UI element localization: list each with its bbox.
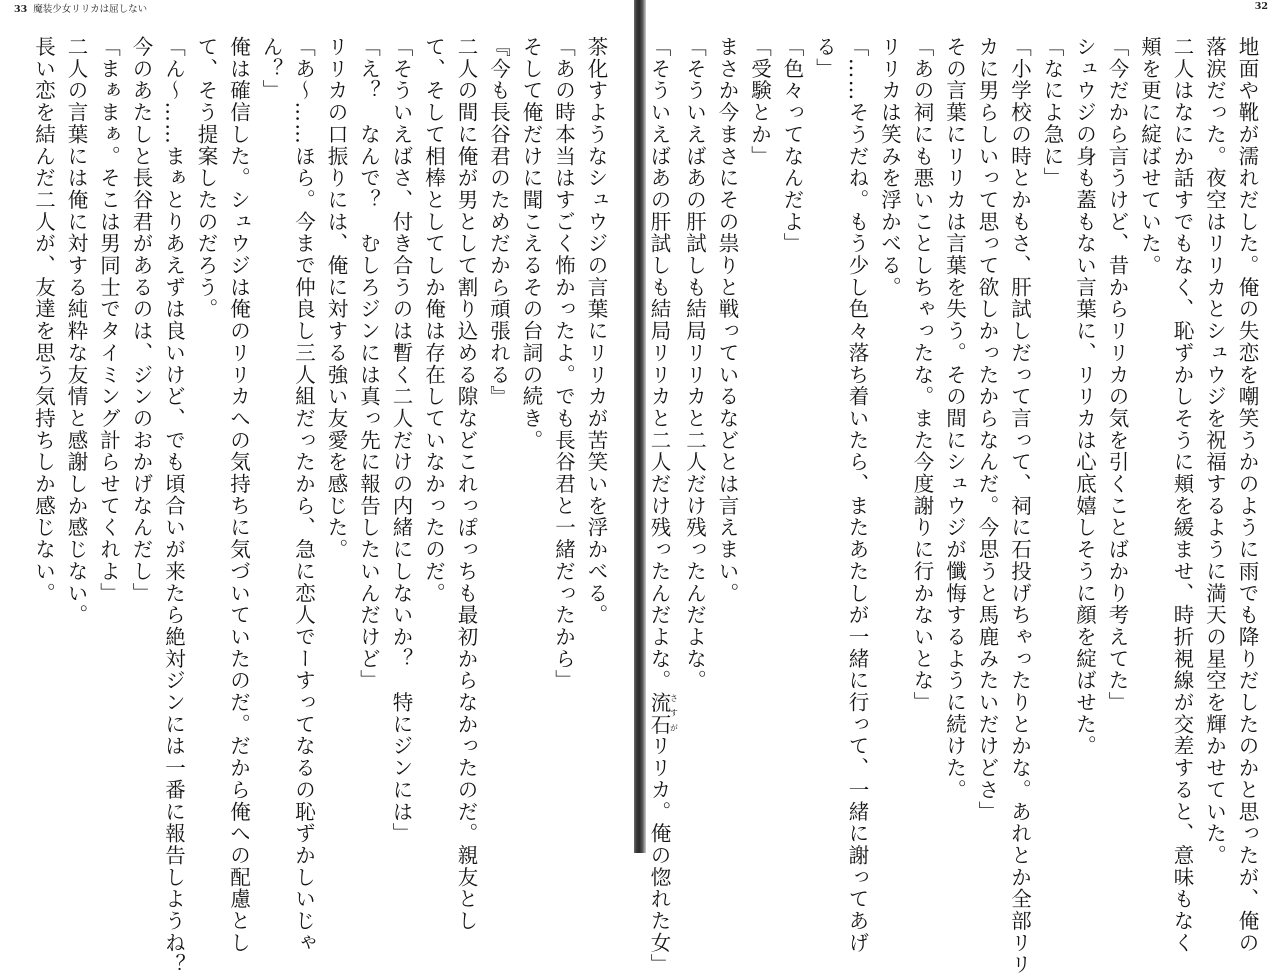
running-header-left <box>14 1 147 15</box>
text-line: カに男らしいって思って欲しかったからなんだ。今思うと馬鹿みたいだけどさ」 <box>975 36 999 823</box>
ruby-annotation <box>647 691 679 736</box>
text-segment: 「そういえばあの肝試しも結局リリカと二人だけ残ったんだよな。 <box>647 36 671 692</box>
left-page <box>0 0 634 976</box>
text-line: 落涙だった。夜空はリリカとシュウジを祝福するように満天の星空を輝かせていた。 <box>1202 36 1227 867</box>
text-line: リリカは笑みを浮かべる。 <box>877 36 902 299</box>
text-line: ん？」 <box>259 36 283 102</box>
text-line: て、そして相棒としてしか俺は存在していなかったのだ。 <box>421 36 446 605</box>
text-line: 俺は確信した。シュウジは俺のリリカへの気持ちに気づいていたのだ。だから俺への配慮とし <box>226 36 251 954</box>
page-number-right: 32 <box>1254 1 1268 12</box>
text-line: 今のあたしと長谷君があるのは、ジンのおかげなんだし」 <box>129 36 153 605</box>
text-line: 「……そうだね。もう少し色々落ち着いたら、またあたしが一緒に行って、一緒に謝ってあげ <box>845 36 869 954</box>
text-line: 「今だから言うけど、昔からリリカの気を引くことばかり考えてた」 <box>1105 36 1129 714</box>
text-line: リリカの口振りには、俺に対する強い友愛を感じた。 <box>324 36 348 561</box>
text-line: 「色々ってなんだよ」 <box>780 36 804 255</box>
text-line: 「あ～……ほら。今まで仲良し三人組だったから、急に恋人でーすってなるの恥ずかしいじゃ <box>291 36 316 954</box>
text-line: 茶化すようなシュウジの言葉にリリカが苦笑いを浮かべる。 <box>584 36 608 626</box>
text-line: 「まぁまぁ。そこは男同士でタイミング計らせてくれよ」 <box>96 36 121 605</box>
book-title: 魔装少女リリカは屈しない <box>33 4 148 15</box>
text-line: 「あの時本当はすごく怖かったよ。でも長谷君と一緒だったから」 <box>551 36 576 692</box>
text-line: 「ん～……まぁとりあえずは良いけど、でも頃合いが来たら絶対ジンには一番に報告しようね？ <box>161 36 186 976</box>
text-line: 二人の間に俺が男として割り込める隙などこれっぽっちも最初からなかったのだ。親友とし <box>454 36 478 932</box>
ruby-base: 流石 <box>647 691 671 736</box>
text-line: 「なによ急に」 <box>1040 36 1064 189</box>
text-line: 「あの祠にも悪いことしちゃったな。また今度謝りに行かないとな」 <box>910 36 934 714</box>
text-line: 『今も長谷君のためだから頑張れる』 <box>486 36 511 408</box>
right-page <box>646 0 1280 976</box>
text-line: 「小学校の時とかもさ、肝試しだって言って、祠に石投げちゃったりとかな。あれとか全部リリ <box>1007 36 1032 976</box>
text-line-with-ruby <box>643 36 679 976</box>
text-line: 二人の言葉には俺に対する純粋な友情と感謝しか感じない。 <box>64 36 88 626</box>
page-body-right <box>647 36 1263 976</box>
text-line: 地面や靴が濡れだした。俺の失恋を嘲笑うかのように雨でも降りだしたのかと思ったが、俺の <box>1235 36 1259 954</box>
text-line: 「そういえばあの肝試しも結局リリカと二人だけ残ったんだよな。 <box>682 36 707 692</box>
text-line: 長い恋を結んだ二人が、友達を思う気持ちしか感じない。 <box>31 36 56 605</box>
text-line: て、そう提案したのだろう。 <box>194 36 218 321</box>
page-body-left <box>7 36 612 976</box>
text-line: 二人はなにか話すでもなく、恥ずかしそうに頬を緩ませ、時折視線が交差すると、意味もなく <box>1170 36 1194 954</box>
text-line: 「受験とか」 <box>747 36 772 168</box>
ruby-reading: さすが <box>669 691 679 736</box>
page-number-left: 33 <box>14 4 28 15</box>
text-line: そして俺だけに聞こえるその台詞の続き。 <box>519 36 543 452</box>
text-line: る」 <box>812 36 837 80</box>
text-line: 頬を更に綻ばせていた。 <box>1137 36 1162 277</box>
text-line: 「え？ なんで？ むしろジンには真っ先に報告したいんだけど」 <box>356 36 381 692</box>
text-line: 「そういえばさ、付き合うのは暫く二人だけの内緒にしないか？ 特にジンには」 <box>389 36 413 845</box>
text-segment: リリカ。俺の惚れた女」 <box>647 735 671 976</box>
text-line: まさか今まさにその祟りと戦っているなどとは言えまい。 <box>715 36 739 605</box>
text-line: その言葉にリリカは言葉を失う。その間にシュウジが懺悔するように続けた。 <box>942 36 967 801</box>
text-line: シュウジの身も蓋もない言葉に、リリカは心底嬉しそうに顔を綻ばせた。 <box>1072 36 1097 758</box>
